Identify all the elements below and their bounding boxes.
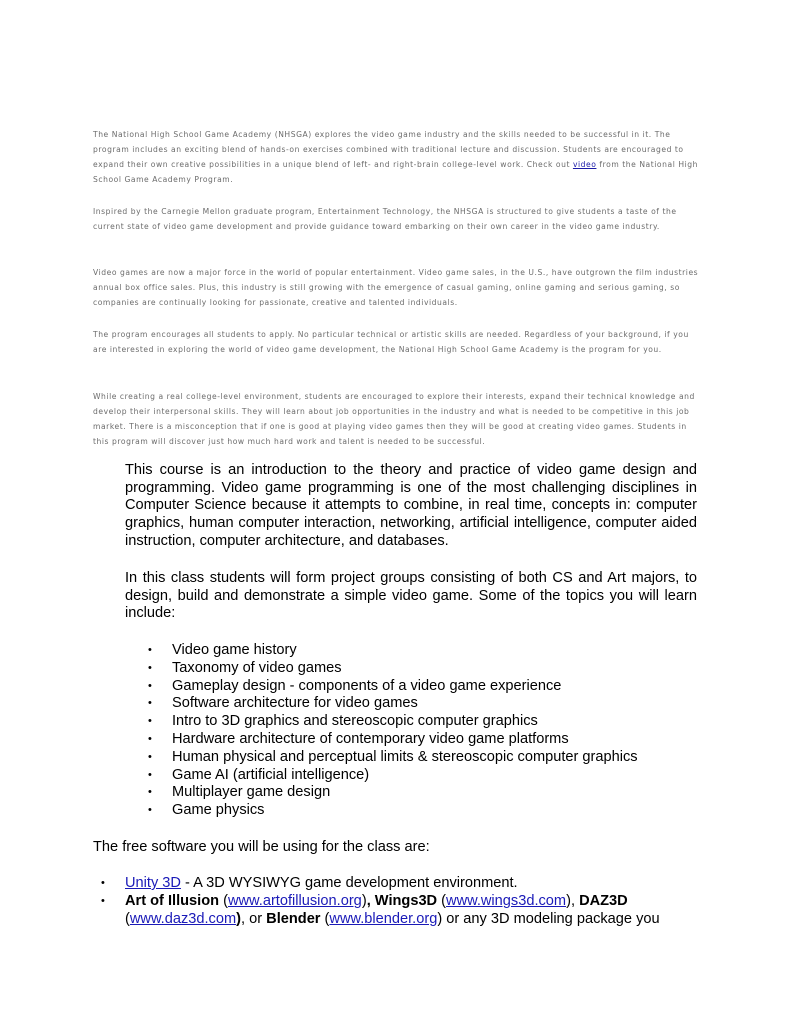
bullet-icon: • (148, 697, 152, 710)
list-item-text: Hardware architecture of contemporary video game platforms (172, 730, 569, 747)
list-item (148, 713, 638, 731)
intro-paragraph-3 (93, 265, 701, 310)
list-item (148, 749, 638, 767)
software-name: Art of Illusion (125, 893, 220, 909)
list-item-text: - A 3D WYSIWYG game development environment. (180, 875, 518, 891)
list-item (101, 892, 701, 928)
list-item (148, 784, 638, 802)
intro-paragraph-2 (93, 204, 701, 234)
course-groups (125, 570, 697, 623)
bullet-icon: • (148, 750, 152, 763)
intro-paragraph-5 (93, 389, 701, 449)
punctuation: ) (361, 893, 367, 909)
paragraph-text: While creating a real college-level environment, students are encouraged to explore their interests, expand their technical knowledge and develop their interpersonal skills. They will learn about job opportunities in the industry and what is needed to be competitive in this job market. There is a misconception that if one is good at playing video games then they will be good at creating video games. Students in this program will discover just how much hard work and talent is needed to be successful. (93, 392, 695, 446)
bullet-icon: • (148, 804, 152, 817)
list-item-text: Game physics (172, 802, 265, 819)
bullet-icon: • (148, 786, 152, 799)
software-list (101, 874, 701, 928)
paragraph-text: In this class students will form project groups consisting of both CS and Art majors, to design, build and demonstrate a simple video game. Some of the topics you will learn include: (125, 570, 697, 622)
list-item (148, 642, 638, 660)
punctuation: , (366, 893, 375, 909)
list-item (148, 767, 638, 785)
list-item-text: Multiplayer game design (172, 784, 331, 801)
blender-link[interactable]: www.blender.org (329, 911, 438, 927)
software-intro: The free software you will be using for the class are: (93, 839, 430, 855)
wings3d-link[interactable]: www.wings3d.com (446, 893, 567, 909)
punctuation: ( (437, 893, 447, 909)
list-item-text: Game AI (artificial intelligence) (172, 766, 370, 783)
list-item (148, 731, 638, 749)
punctuation: ( (219, 893, 228, 909)
video-link[interactable]: video (572, 160, 597, 169)
list-item (148, 695, 638, 713)
topics-list (148, 642, 638, 820)
paragraph-text: This course is an introduction to the theory and practice of video game design and programming. Video game programming is one of the most challenging disciplines in Computer Science because it attempts to combine, in real time, concepts in: computer graphics, human computer interaction, networking, artificial intelligence, computer aided instruction, computer architecture, and databases. (125, 462, 697, 549)
bullet-icon: • (148, 732, 152, 745)
paragraph-text: The program encourages all students to apply. No particular technical or artistic skills are needed. Regardless of your background, if you are interested in exploring the world of video game development, the National High School Game Academy is the program for you. (93, 330, 689, 354)
bullet-icon: • (148, 715, 152, 728)
intro-text: The National High School Game Academy (NHSGA) explores the video game industry and the skills needed to be successful in it. The program includes an exciting blend of hands-on exercises combined with traditional lecture and discussion. Students are encouraged to expand their own creative possibilities in a unique blend of left- and right-brain college-level work. Check out (93, 130, 684, 169)
bullet-icon: • (101, 877, 105, 889)
list-item (148, 802, 638, 820)
software-name: Blender (266, 911, 321, 927)
list-item-text: ) or any 3D modeling package you (437, 911, 660, 927)
bullet-icon: • (101, 895, 105, 907)
list-item (101, 874, 701, 892)
intro-paragraph-4 (93, 327, 701, 357)
list-item-text: Software architecture for video games (172, 695, 418, 712)
software-name: DAZ3D (579, 893, 628, 909)
paragraph-text: Inspired by the Carnegie Mellon graduate program, Entertainment Technology, the NHSGA is structured to give students a taste of the current state of video game development and provide guidance toward embarking on their own career in the video game industry. (93, 207, 677, 231)
list-item-text: Video game history (172, 642, 297, 658)
punctuation: ( (125, 911, 130, 927)
paragraph-text: Video games are now a major force in the world of popular entertainment. Video game sales, in the U.S., have outgrown the film industries annual box office sales. Plus, this industry is still growing with the emergence of casual gaming, online gaming and serious gaming, so companies are continually looking for passionate, creative and talented individuals. (93, 268, 699, 307)
list-item-text: Taxonomy of video games (172, 659, 342, 676)
list-item-text: Intro to 3D graphics and stereoscopic computer graphics (172, 713, 538, 730)
course-description (125, 462, 697, 551)
punctuation: ( (320, 911, 330, 927)
bullet-icon: • (148, 679, 152, 692)
list-item (148, 678, 638, 696)
bullet-icon: • (148, 768, 152, 781)
list-item-text: Human physical and perceptual limits & stereoscopic computer graphics (172, 748, 638, 765)
bullet-icon: • (148, 661, 152, 674)
intro-paragraph-1 (93, 127, 701, 187)
unity-3d-link[interactable]: Unity 3D (125, 875, 181, 891)
list-item (148, 660, 638, 678)
list-item-text: Gameplay design - components of a video game experience (172, 677, 562, 694)
daz3d-link[interactable]: www.daz3d.com (129, 911, 237, 927)
punctuation: , or (241, 911, 267, 927)
punctuation: ) (236, 911, 242, 927)
intro-text-tail: from the National High School Game Academy Program. (93, 160, 698, 184)
punctuation: ), (566, 893, 580, 909)
software-name: Wings3D (374, 893, 438, 909)
artofillusion-link[interactable]: www.artofillusion.org (227, 893, 362, 909)
bullet-icon: • (148, 644, 152, 656)
